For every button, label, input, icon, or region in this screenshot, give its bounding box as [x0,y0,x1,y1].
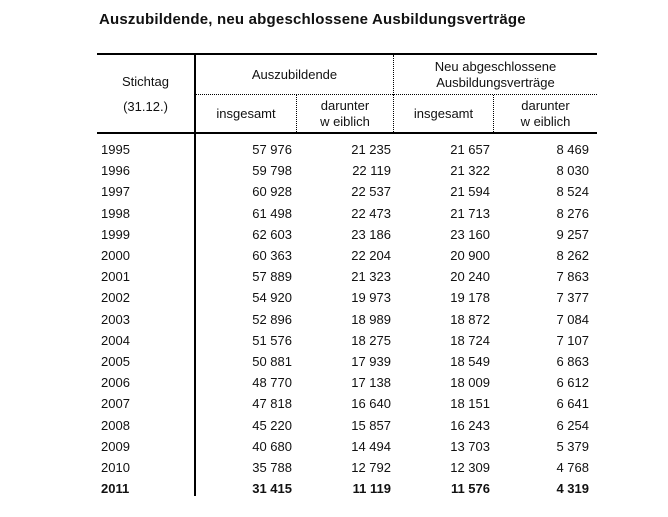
year-cell: 2010 [101,459,130,475]
table-row [97,224,597,245]
value-cell: 57 976 [252,142,292,158]
value-cell: 8 262 [556,248,589,264]
table-header [97,53,597,134]
value-cell: 45 220 [252,417,292,433]
table-row [97,203,597,224]
value-cell: 52 896 [252,311,292,327]
value-cell: 19 178 [450,290,490,306]
year-cell: 2005 [101,353,130,369]
value-cell: 48 770 [252,375,292,391]
value-cell: 21 594 [450,184,490,200]
year-cell: 2011 [101,481,130,497]
value-cell: 61 498 [252,205,292,221]
value-cell: 23 186 [351,226,391,242]
value-cell: 22 537 [351,184,391,200]
group1-label: Auszubildende [251,66,338,82]
value-cell: 17 939 [351,353,391,369]
table-row [97,351,597,372]
table-row [97,245,597,266]
column-group-neu-abgeschlossene [393,55,597,95]
value-cell: 21 657 [450,142,490,158]
value-cell: 22 204 [351,248,391,264]
value-cell: 40 680 [252,438,292,454]
stichtag-date-label: (31.12.) [123,98,168,114]
value-cell: 31 415 [252,481,292,497]
year-cell: 2001 [101,269,130,285]
value-cell: 21 323 [351,269,391,285]
year-cell: 2006 [101,375,130,391]
value-cell: 21 713 [450,205,490,221]
value-cell: 20 900 [450,248,490,264]
table-row [97,457,597,478]
value-cell: 60 928 [252,184,292,200]
value-cell: 18 275 [351,332,391,348]
table-body [97,134,597,502]
table-row [97,372,597,393]
value-cell: 7 377 [556,290,589,306]
value-cell: 6 612 [556,375,589,391]
value-cell: 8 030 [556,163,589,179]
page-title: Auszubildende, neu abgeschlossene Ausbildungsverträge [99,11,526,28]
value-cell: 60 363 [252,248,292,264]
value-cell: 18 009 [450,375,490,391]
value-cell: 13 703 [450,438,490,454]
table-row [97,160,597,181]
year-cell: 1995 [101,142,130,158]
value-cell: 5 379 [556,438,589,454]
table-row [97,139,597,160]
value-cell: 50 881 [252,353,292,369]
value-cell: 7 084 [556,311,589,327]
year-cell: 2009 [101,438,130,454]
value-cell: 22 473 [351,205,391,221]
value-cell: 18 724 [450,332,490,348]
value-cell: 6 254 [556,417,589,433]
value-cell: 17 138 [351,375,391,391]
darunter-label: darunter [521,97,570,113]
value-cell: 47 818 [252,396,292,412]
year-cell: 2003 [101,311,130,327]
value-cell: 8 469 [556,142,589,158]
table-row [97,414,597,435]
year-cell: 2007 [101,396,130,412]
darunter-label: darunter [320,97,370,113]
table-row [97,436,597,457]
value-cell: 35 788 [252,459,292,475]
value-cell: 54 920 [252,290,292,306]
table-row [97,181,597,202]
value-cell: 11 576 [450,481,490,497]
year-cell: 2000 [101,248,130,264]
year-cell: 1999 [101,226,130,242]
table-row [97,287,597,308]
year-cell: 2008 [101,417,130,433]
value-cell: 7 863 [556,269,589,285]
value-cell: 20 240 [450,269,490,285]
value-cell: 6 863 [556,353,589,369]
value-cell: 4 768 [556,459,589,475]
stichtag-label: Stichtag [122,73,169,89]
value-cell: 62 603 [252,226,292,242]
value-cell: 8 276 [556,205,589,221]
table-row [97,330,597,351]
value-cell: 18 151 [450,396,490,412]
year-cell: 2004 [101,332,130,348]
value-cell: 21 322 [450,163,490,179]
column-header-neu-darunter-weiblich [493,95,597,132]
table-row [97,393,597,414]
table-row [97,478,597,499]
value-cell: 12 309 [450,459,490,475]
value-cell: 12 792 [351,459,391,475]
table-row [97,266,597,287]
value-cell: 4 319 [556,481,589,497]
value-cell: 18 872 [450,311,490,327]
value-cell: 14 494 [351,438,391,454]
table-row [97,309,597,330]
weiblich-label: w eiblich [520,113,571,129]
value-cell: 21 235 [351,142,391,158]
value-cell: 18 549 [450,353,490,369]
year-cell: 1998 [101,205,130,221]
value-cell: 9 257 [556,226,589,242]
value-cell: 59 798 [252,163,292,179]
value-cell: 16 640 [351,396,391,412]
column-header-neu-insgesamt: insgesamt [393,95,493,132]
value-cell: 57 889 [252,269,292,285]
value-cell: 15 857 [351,417,391,433]
value-cell: 8 524 [556,184,589,200]
value-cell: 19 973 [351,290,391,306]
column-header-auszubildende-darunter-weiblich [296,95,393,132]
value-cell: 6 641 [556,396,589,412]
column-header-auszubildende-insgesamt: insgesamt [216,105,276,121]
group2-label-line1: Neu abgeschlossene [434,58,557,74]
year-cell: 1996 [101,163,130,179]
year-cell: 1997 [101,184,130,200]
value-cell: 18 989 [351,311,391,327]
value-cell: 7 107 [556,332,589,348]
group2-label-line2: Ausbildungsverträge [436,74,555,90]
value-cell: 16 243 [450,417,490,433]
weiblich-label: w eiblich [320,113,370,129]
value-cell: 22 119 [352,163,391,179]
data-table [97,53,597,502]
value-cell: 11 119 [352,481,391,497]
value-cell: 23 160 [450,226,490,242]
year-cell: 2002 [101,290,130,306]
value-cell: 51 576 [252,332,292,348]
column-group-auszubildende [196,55,393,95]
column-header-stichtag [97,55,196,132]
